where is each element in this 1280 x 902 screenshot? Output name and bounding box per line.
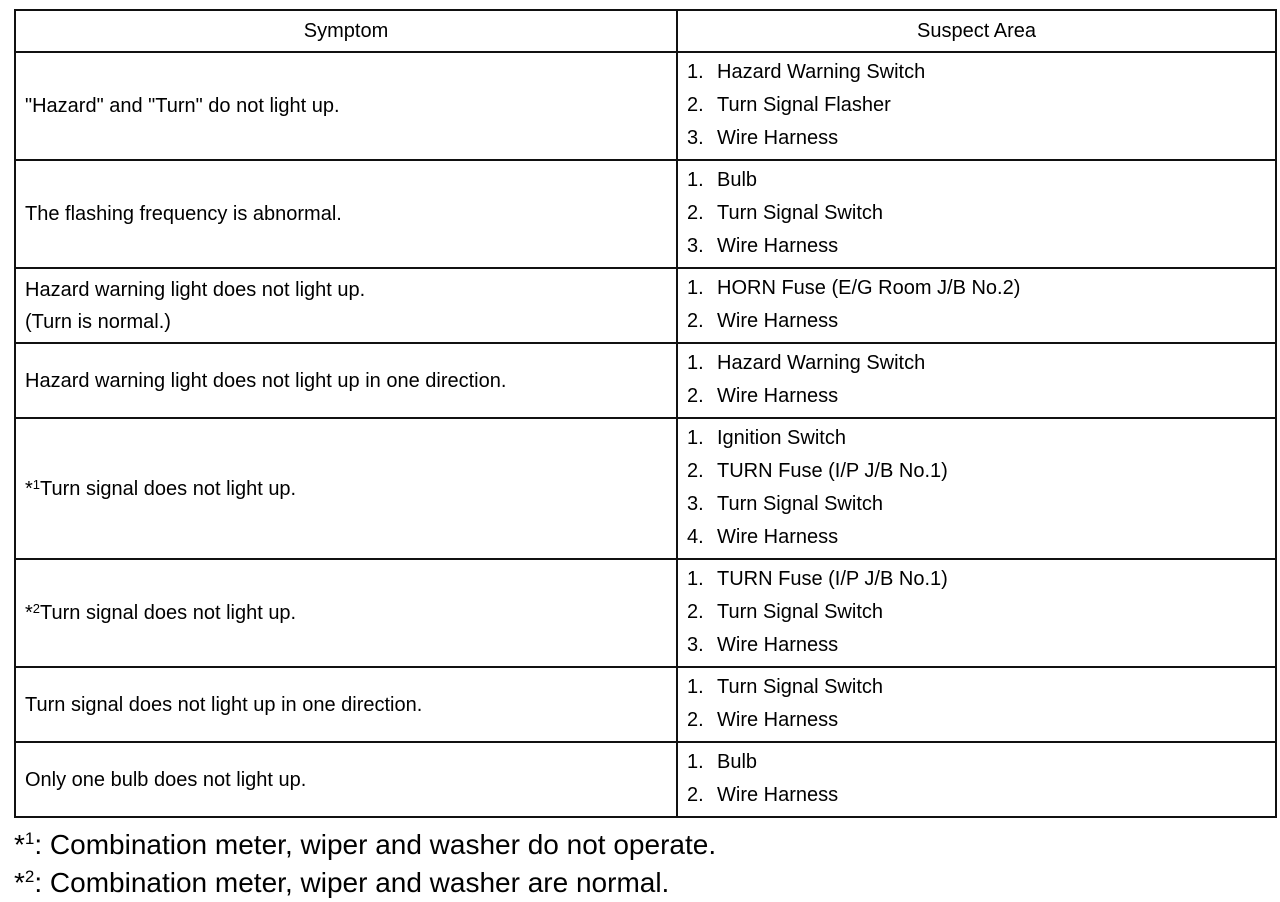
item-number: 1. bbox=[687, 676, 704, 698]
item-text: Turn Signal Switch bbox=[717, 493, 883, 515]
footnote-number: 1 bbox=[24, 829, 35, 848]
footnotes bbox=[14, 826, 716, 902]
table-row bbox=[15, 343, 1276, 418]
item-number: 1. bbox=[687, 751, 704, 773]
suspect-area-item bbox=[687, 230, 1275, 263]
symptom-line bbox=[25, 90, 676, 122]
item-number: 2. bbox=[687, 601, 704, 623]
suspect-area-item bbox=[687, 305, 1275, 338]
item-text: Wire Harness bbox=[717, 385, 839, 407]
suspect-area-item bbox=[687, 347, 1275, 380]
item-text: Turn Signal Switch bbox=[717, 202, 883, 224]
suspect-area-item bbox=[687, 596, 1275, 629]
suspect-area-item bbox=[687, 746, 1275, 779]
item-number: 1. bbox=[687, 568, 704, 590]
suspect-area-cell bbox=[677, 268, 1276, 343]
suspect-area-cell bbox=[677, 559, 1276, 667]
item-number: 1. bbox=[687, 427, 704, 449]
suspect-area-item bbox=[687, 563, 1275, 596]
suspect-area-cell bbox=[677, 418, 1276, 559]
symptom-text: "Hazard" and "Turn" do not light up. bbox=[25, 95, 340, 117]
item-number: 3. bbox=[687, 127, 704, 149]
suspect-area-cell bbox=[677, 343, 1276, 418]
footnote-1 bbox=[14, 826, 716, 864]
symptom-text: Turn signal does not light up. bbox=[40, 477, 297, 500]
footnote-reference-number: 1 bbox=[32, 476, 41, 492]
table-body bbox=[15, 52, 1276, 817]
suspect-area-list bbox=[687, 422, 1275, 554]
item-number: 3. bbox=[687, 235, 704, 257]
suspect-area-item bbox=[687, 89, 1275, 122]
symptom-cell bbox=[15, 559, 677, 667]
table-row bbox=[15, 160, 1276, 268]
symptom-text: Only one bulb does not light up. bbox=[25, 768, 307, 791]
item-text: Wire Harness bbox=[717, 310, 839, 332]
item-number: 3. bbox=[687, 634, 704, 656]
item-text: Wire Harness bbox=[717, 709, 839, 731]
troubleshooting-table bbox=[14, 9, 1277, 818]
table-header-row bbox=[15, 10, 1276, 52]
item-text: TURN Fuse (I/P J/B No.1) bbox=[717, 460, 948, 482]
table-row bbox=[15, 268, 1276, 343]
item-text: Turn Signal Switch bbox=[717, 676, 883, 698]
table-row bbox=[15, 52, 1276, 160]
item-number: 1. bbox=[687, 352, 704, 374]
item-number: 1. bbox=[687, 169, 704, 191]
symptom-line bbox=[25, 764, 676, 796]
symptom-line bbox=[25, 306, 676, 338]
suspect-area-item bbox=[687, 122, 1275, 155]
symptom-cell bbox=[15, 52, 677, 160]
suspect-area-list bbox=[687, 56, 1275, 155]
table-row bbox=[15, 667, 1276, 742]
footnote-text: : Combination meter, wiper and washer do not operate. bbox=[34, 829, 717, 860]
table-row bbox=[15, 559, 1276, 667]
symptom-cell bbox=[15, 742, 677, 817]
suspect-area-item bbox=[687, 671, 1275, 704]
troubleshooting-table-container bbox=[14, 9, 1275, 818]
table-row bbox=[15, 742, 1276, 817]
item-number: 4. bbox=[687, 526, 704, 548]
item-number: 2. bbox=[687, 460, 704, 482]
item-number: 2. bbox=[687, 385, 704, 407]
suspect-area-item bbox=[687, 779, 1275, 812]
symptom-column-header: Symptom bbox=[15, 10, 677, 52]
suspect-area-item bbox=[687, 56, 1275, 89]
item-number: 2. bbox=[687, 202, 704, 224]
table-row bbox=[15, 418, 1276, 559]
suspect-area-item bbox=[687, 629, 1275, 662]
symptom-cell bbox=[15, 268, 677, 343]
footnote-star: * bbox=[14, 829, 25, 860]
suspect-area-cell bbox=[677, 742, 1276, 817]
item-text: Hazard Warning Switch bbox=[717, 352, 926, 374]
footnote-reference bbox=[25, 602, 40, 624]
item-text: Turn Signal Switch bbox=[717, 601, 883, 623]
suspect-area-cell bbox=[677, 160, 1276, 268]
symptom-line bbox=[25, 597, 676, 629]
suspect-area-item bbox=[687, 272, 1275, 305]
suspect-area-list bbox=[687, 272, 1275, 338]
suspect-area-item bbox=[687, 488, 1275, 521]
suspect-area-list bbox=[687, 746, 1275, 812]
suspect-area-item bbox=[687, 380, 1275, 413]
item-text: Wire Harness bbox=[717, 127, 839, 149]
item-text: TURN Fuse (I/P J/B No.1) bbox=[717, 568, 948, 590]
footnote-reference-star: * bbox=[25, 477, 33, 500]
item-number: 2. bbox=[687, 709, 704, 731]
item-number: 2. bbox=[687, 310, 704, 332]
item-text: Turn Signal Flasher bbox=[717, 94, 891, 116]
item-text: Bulb bbox=[717, 169, 758, 191]
footnote-reference bbox=[25, 478, 40, 500]
symptom-line bbox=[25, 689, 676, 721]
symptom-line bbox=[25, 274, 676, 306]
suspect-area-column-header: Suspect Area bbox=[677, 10, 1276, 52]
item-text: Wire Harness bbox=[717, 526, 839, 548]
symptom-line bbox=[25, 198, 676, 230]
footnote-text: : Combination meter, wiper and washer are normal. bbox=[34, 867, 670, 898]
symptom-text: Hazard warning light does not light up. bbox=[25, 278, 366, 301]
symptom-cell bbox=[15, 418, 677, 559]
item-text: Wire Harness bbox=[717, 784, 839, 806]
symptom-text: Hazard warning light does not light up in one direction. bbox=[25, 369, 507, 392]
item-number: 2. bbox=[687, 784, 704, 806]
item-number: 1. bbox=[687, 61, 704, 83]
item-number: 1. bbox=[687, 277, 704, 299]
symptom-line bbox=[25, 365, 676, 397]
suspect-area-cell bbox=[677, 667, 1276, 742]
item-text: Wire Harness bbox=[717, 235, 839, 257]
suspect-area-item bbox=[687, 521, 1275, 554]
item-text: Hazard Warning Switch bbox=[717, 61, 926, 83]
symptom-text: Turn signal does not light up in one direction. bbox=[25, 693, 423, 716]
footnote-2 bbox=[14, 864, 716, 902]
item-text: HORN Fuse (E/G Room J/B No.2) bbox=[717, 277, 1021, 299]
item-number: 3. bbox=[687, 493, 704, 515]
suspect-area-list bbox=[687, 671, 1275, 737]
suspect-area-list bbox=[687, 347, 1275, 413]
suspect-area-cell bbox=[677, 52, 1276, 160]
suspect-area-item bbox=[687, 164, 1275, 197]
footnote-reference-number: 2 bbox=[32, 601, 41, 616]
suspect-area-item bbox=[687, 455, 1275, 488]
symptom-text: Turn signal does not light up. bbox=[40, 602, 297, 624]
suspect-area-item bbox=[687, 197, 1275, 230]
symptom-cell bbox=[15, 667, 677, 742]
suspect-area-list bbox=[687, 563, 1275, 662]
symptom-text: The flashing frequency is abnormal. bbox=[25, 203, 342, 225]
item-text: Wire Harness bbox=[717, 634, 839, 656]
suspect-area-list bbox=[687, 164, 1275, 263]
symptom-text: (Turn is normal.) bbox=[25, 310, 171, 333]
item-text: Ignition Switch bbox=[717, 427, 846, 449]
footnote-reference-star: * bbox=[25, 602, 33, 624]
item-number: 2. bbox=[687, 94, 704, 116]
suspect-area-item bbox=[687, 422, 1275, 455]
symptom-cell bbox=[15, 160, 677, 268]
suspect-area-item bbox=[687, 704, 1275, 737]
symptom-line bbox=[25, 473, 676, 505]
footnote-star: * bbox=[14, 867, 25, 898]
item-text: Bulb bbox=[717, 751, 758, 773]
footnote-number: 2 bbox=[24, 867, 35, 886]
symptom-cell bbox=[15, 343, 677, 418]
